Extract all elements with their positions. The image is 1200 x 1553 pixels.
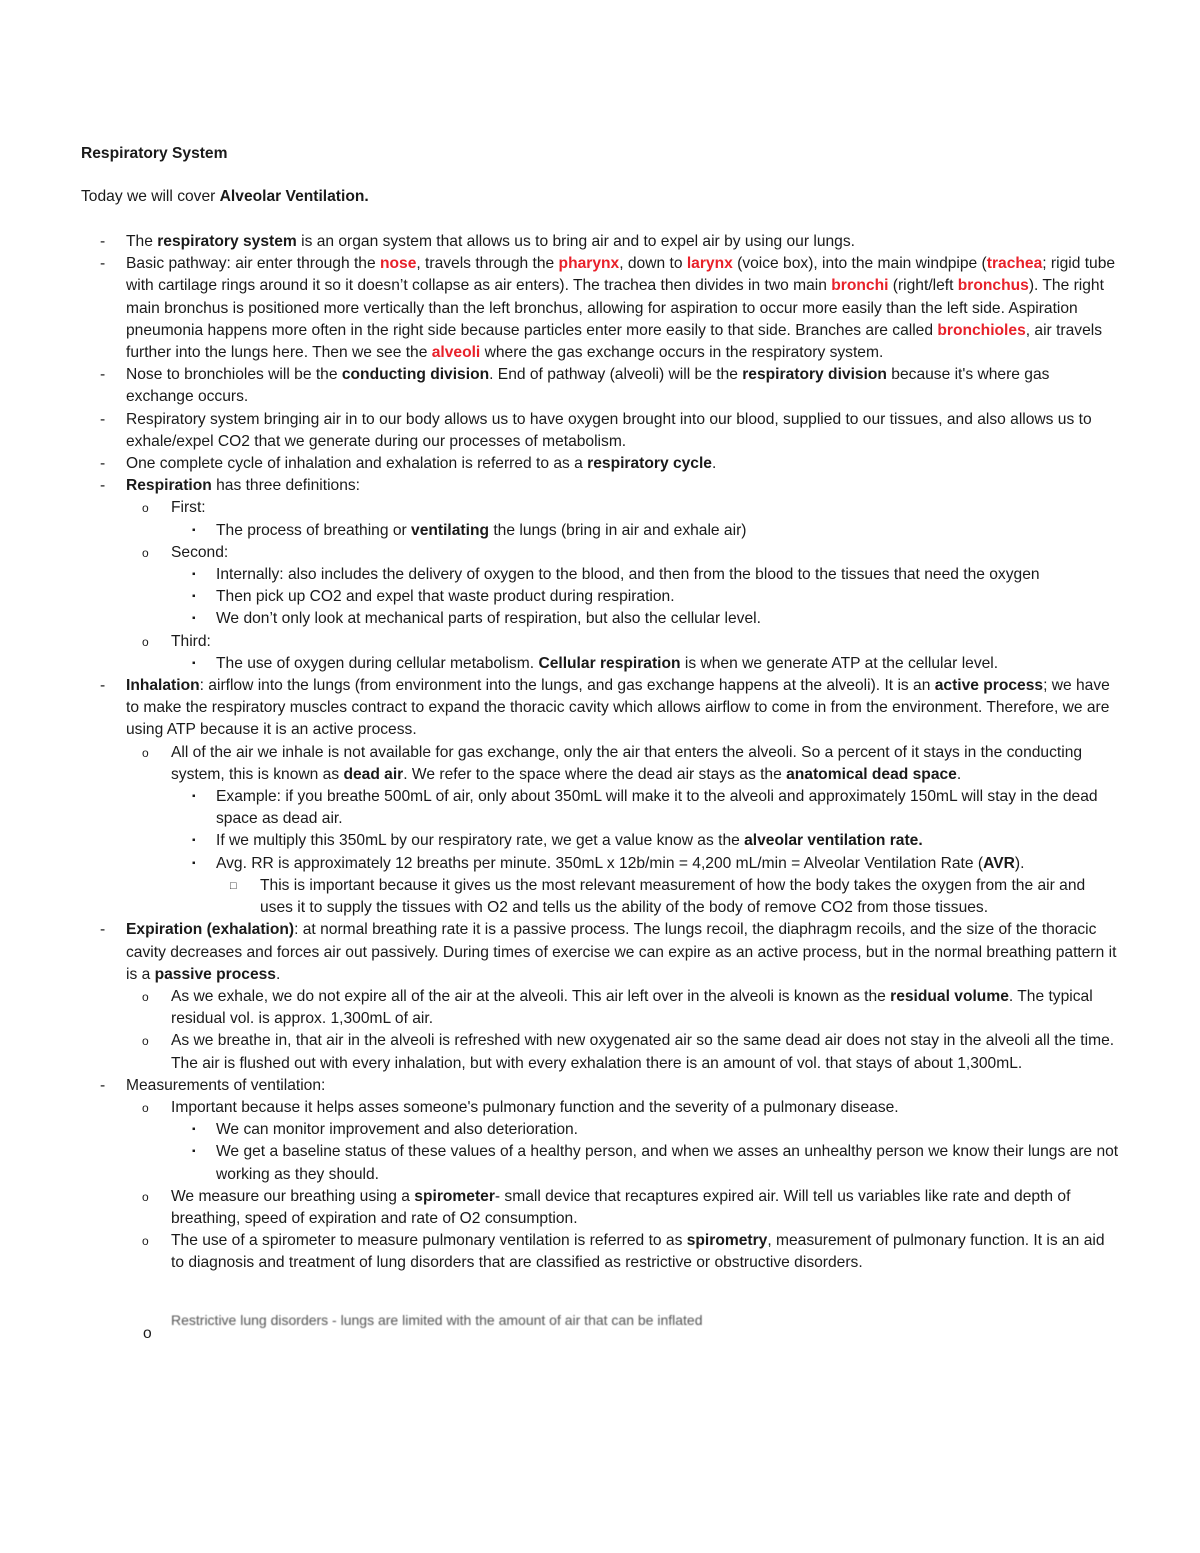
list-item: ▪ We can monitor improvement and also deterioration. bbox=[192, 1121, 579, 1139]
list-item: - Nose to bronchioles will be the conducting division. End of pathway (alveoli) will be the respiratory division because it's where gas exchange occurs. bbox=[100, 366, 1050, 406]
term-trachea: trachea bbox=[986, 255, 1043, 273]
intro-topic: Alveolar Ventilation. bbox=[219, 188, 369, 205]
sub-list bbox=[171, 653, 1121, 675]
list-item: o We measure our breathing using a spirometer- small device that recaptures expired air. Will tell us variables like rate and depth of breathing, speed of expiration and rate of O2 consumption. bbox=[142, 1187, 1071, 1227]
list-item: ▪ The use of oxygen during cellular metabolism. Cellular respiration is when we generate ATP at the cellular level. bbox=[192, 654, 999, 672]
list-item: ▪ The process of breathing or ventilating the lungs (bring in air and exhale air) bbox=[192, 521, 747, 539]
list-item: o Important because it helps asses someone's pulmonary function and the severity of a pulmonary disease. ▪ We can monitor improvement and also deterioration. ▪ We get a baseline status of these values of a healthy person, and when we asses an unhealthy person we know their lungs are not working as they should. bbox=[81, 1097, 1121, 1186]
list-item: o As we breathe in, that air in the alveoli is refreshed with new oxygenated air so the same dead air does not stay in the alveoli all the time. The air is flushed out with every inhalation, but with every exhalation there is an amount of vol. that stays of about 1,300mL. bbox=[142, 1032, 1115, 1072]
list-item: ▪ Internally: also includes the delivery of oxygen to the blood, and then from the blood to the tissues that need the oxygen bbox=[192, 566, 1040, 584]
list-item: - Respiration has three definitions: o First: ▪ The process of breathing or ventilating the lungs (bring in air and exhale air) o Second: ▪ Internally: also includes the delivery of oxygen to the blood, and then from the blood to the tissues that need the oxygen ▪ Then pick up CO2 and expel that waste product during respiration. ▪ We don’t only look at mechanical parts of respiration, but also the cellular level. o Third: ▪ The use of oxygen during cellular metabolism. Cellular respiration is when we generate ATP at the cellular level. bbox=[81, 475, 1121, 675]
sub-list bbox=[216, 875, 1121, 919]
list-item: - One complete cycle of inhalation and exhalation is referred to as a respiratory cycle. bbox=[100, 455, 717, 473]
sub-list bbox=[171, 564, 1121, 631]
document-body bbox=[81, 143, 1121, 1275]
term-alveoli: alveoli bbox=[431, 344, 481, 362]
intro-line: Today we will cover Alveolar Ventilation. bbox=[81, 188, 369, 205]
term-nose: nose bbox=[379, 255, 417, 273]
cutoff-marker: o bbox=[143, 1325, 152, 1342]
list-item: - Respiratory system bringing air in to our body allows us to have oxygen brought into our blood, supplied to our tissues, and also allows us to exhale/expel CO2 that we generate during our processes of metabolism. bbox=[100, 410, 1092, 450]
sub-list bbox=[126, 986, 1121, 1075]
sub-list bbox=[171, 786, 1121, 919]
term-bronchus: bronchus bbox=[957, 277, 1029, 295]
list-item: o Second: ▪ Internally: also includes the delivery of oxygen to the blood, and then from the blood to the tissues that need the oxygen ▪ Then pick up CO2 and expel that waste product during respiration. ▪ We don’t only look at mechanical parts of respiration, but also the cellular level. bbox=[81, 542, 1121, 631]
list-item: o First: ▪ The process of breathing or ventilating the lungs (bring in air and exhale air) bbox=[81, 497, 1121, 541]
list-item: - Expiration (exhalation): at normal breathing rate it is a passive process. The lungs recoil, the diaphragm recoils, and the size of the thoracic cavity decreases and forces air out passively. During times of exercise we can expire as an active process, but in the normal breathing pattern it is a passive process. o As we exhale, we do not expire all of the air at the alveoli. This air left over in the alveoli is known as the residual volume. The typical residual vol. is approx. 1,300mL of air. o As we breathe in, that air in the alveoli is refreshed with new oxygenated air so the same dead air does not stay in the alveoli all the time. The air is flushed out with every inhalation, but with every exhalation there is an amount of vol. that stays of about 1,300mL. bbox=[81, 919, 1121, 1074]
list-item: o The use of a spirometer to measure pulmonary ventilation is referred to as spirometry, measurement of pulmonary function. It is an aid to diagnosis and treatment of lung disorders that are classified as restrictive or obstructive disorders. bbox=[142, 1232, 1105, 1272]
list-item: - Basic pathway: air enter through the nose, travels through the pharynx, down to larynx (voice box), into the main windpipe (trachea; rigid tube with cartilage rings around it so it doesn’t collapse as air enters). The trachea then divides in two main bronchi (right/left bronchus). The right main bronchus is positioned more vertically than the left bronchus, allowing for aspiration to occur more easily than the left side. Aspiration pneumonia happens more often in the right side because particles enter more easily to that side. Branches are called bronchioles, air travels further into the lungs here. Then we see the alveoli where the gas exchange occurs in the respiratory system. bbox=[100, 255, 1116, 362]
list-item: ▪ We get a baseline status of these values of a healthy person, and when we asses an unhealthy person we know their lungs are not working as they should. bbox=[192, 1143, 1119, 1183]
sub-list bbox=[171, 520, 1121, 542]
list-item: ▪ Example: if you breathe 500mL of air, only about 350mL will make it to the alveoli and approximately 150mL will stay in the dead space as dead air. bbox=[192, 788, 1098, 828]
list-item: □ This is important because it gives us the most relevant measurement of how the body takes the oxygen from the air and uses it to supply the tissues with O2 and tells us the ability of the body of remove CO2 from those tissues. bbox=[230, 876, 1086, 917]
list-item: - The respiratory system is an organ system that allows us to bring air and to expel air by using our lungs. bbox=[100, 233, 855, 250]
sub-list bbox=[126, 742, 1121, 920]
list-item: - Measurements of ventilation: o Important because it helps asses someone's pulmonary function and the severity of a pulmonary disease. ▪ We can monitor improvement and also deterioration. ▪ We get a baseline status of these values of a healthy person, and when we asses an unhealthy person we know their lungs are not working as they should. o We measure our breathing using a spirometer- small device that recaptures expired air. Will tell us variables like rate and depth of breathing, speed of expiration and rate of O2 consumption. o The use of a spirometer to measure pulmonary ventilation is referred to as spirometry, measurement of pulmonary function. It is an aid to diagnosis and treatment of lung disorders that are classified as restrictive or obstructive disorders. bbox=[81, 1075, 1121, 1275]
list-item: o All of the air we inhale is not available for gas exchange, only the air that enters the alveoli. So a percent of it stays in the conducting system, this is known as dead air. We refer to the space where the dead air stays as the anatomical dead space. ▪ Example: if you breathe 500mL of air, only about 350mL will make it to the alveoli and approximately 150mL will stay in the dead space as dead air. ▪ If we multiply this 350mL by our respiratory rate, we get a value know as the alveolar ventilation rate. ▪ Avg. RR is approximately 12 breaths per minute. 350mL x 12b/min = 4,200 mL/min = Alveolar Ventilation Rate (AVR). □ This is important because it gives us the most relevant measurement of how the body takes the oxygen from the air and uses it to supply the tissues with O2 and tells us the ability of the body of remove CO2 from those tissues. bbox=[81, 742, 1121, 920]
term-pharynx: pharynx bbox=[558, 255, 620, 273]
cutoff-text-line: Restrictive lung disorders - lungs are limited with the amount of air that can be inflated bbox=[171, 1312, 703, 1328]
list-item: ▪ Then pick up CO2 and expel that waste product during respiration. bbox=[192, 588, 675, 606]
list-item: ▪ We don’t only look at mechanical parts of respiration, but also the cellular level. bbox=[192, 610, 761, 628]
list-item: ▪ If we multiply this 350mL by our respiratory rate, we get a value know as the alveolar ventilation rate. bbox=[192, 832, 923, 850]
main-bullet-list bbox=[81, 231, 1121, 1275]
list-item: - Inhalation: airflow into the lungs (from environment into the lungs, and gas exchange happens at the alveoli). It is an active process; we have to make the respiratory muscles contract to expand the thoracic cavity which allows airflow to come in from the environment. Therefore, we are using ATP because it is an active process. o All of the air we inhale is not available for gas exchange, only the air that enters the alveoli. So a percent of it stays in the conducting system, this is known as dead air. We refer to the space where the dead air stays as the anatomical dead space. ▪ Example: if you breathe 500mL of air, only about 350mL will make it to the alveoli and approximately 150mL will stay in the dead space as dead air. ▪ If we multiply this 350mL by our respiratory rate, we get a value know as the alveolar ventilation rate. ▪ Avg. RR is approximately 12 breaths per minute. 350mL x 12b/min = 4,200 mL/min = Alveolar Ventilation Rate (AVR). □ This is important because it gives us the most relevant measurement of how the body takes the oxygen from the air and uses it to supply the tissues with O2 and tells us the ability of the body of remove CO2 from those tissues. bbox=[81, 675, 1121, 919]
list-item: o As we exhale, we do not expire all of the air at the alveoli. This air left over in the alveoli is known as the residual volume. The typical residual vol. is approx. 1,300mL of air. bbox=[142, 987, 1093, 1028]
list-item: ▪ Avg. RR is approximately 12 breaths per minute. 350mL x 12b/min = 4,200 mL/min = Alveolar Ventilation Rate (AVR). □ This is important because it gives us the most relevant measurement of how the body takes the oxygen from the air and uses it to supply the tissues with O2 and tells us the ability of the body of remove CO2 from those tissues. bbox=[81, 853, 1121, 920]
page-title: Respiratory System bbox=[81, 145, 228, 162]
term-bronchioles: bronchioles bbox=[937, 321, 1026, 339]
list-item: o Third: ▪ The use of oxygen during cellular metabolism. Cellular respiration is when we generate ATP at the cellular level. bbox=[81, 631, 1121, 675]
sub-list bbox=[126, 1097, 1121, 1275]
sub-list bbox=[171, 1119, 1121, 1186]
term-larynx: larynx bbox=[686, 255, 733, 273]
sub-list bbox=[126, 497, 1121, 675]
term-bronchi: bronchi bbox=[831, 277, 889, 295]
